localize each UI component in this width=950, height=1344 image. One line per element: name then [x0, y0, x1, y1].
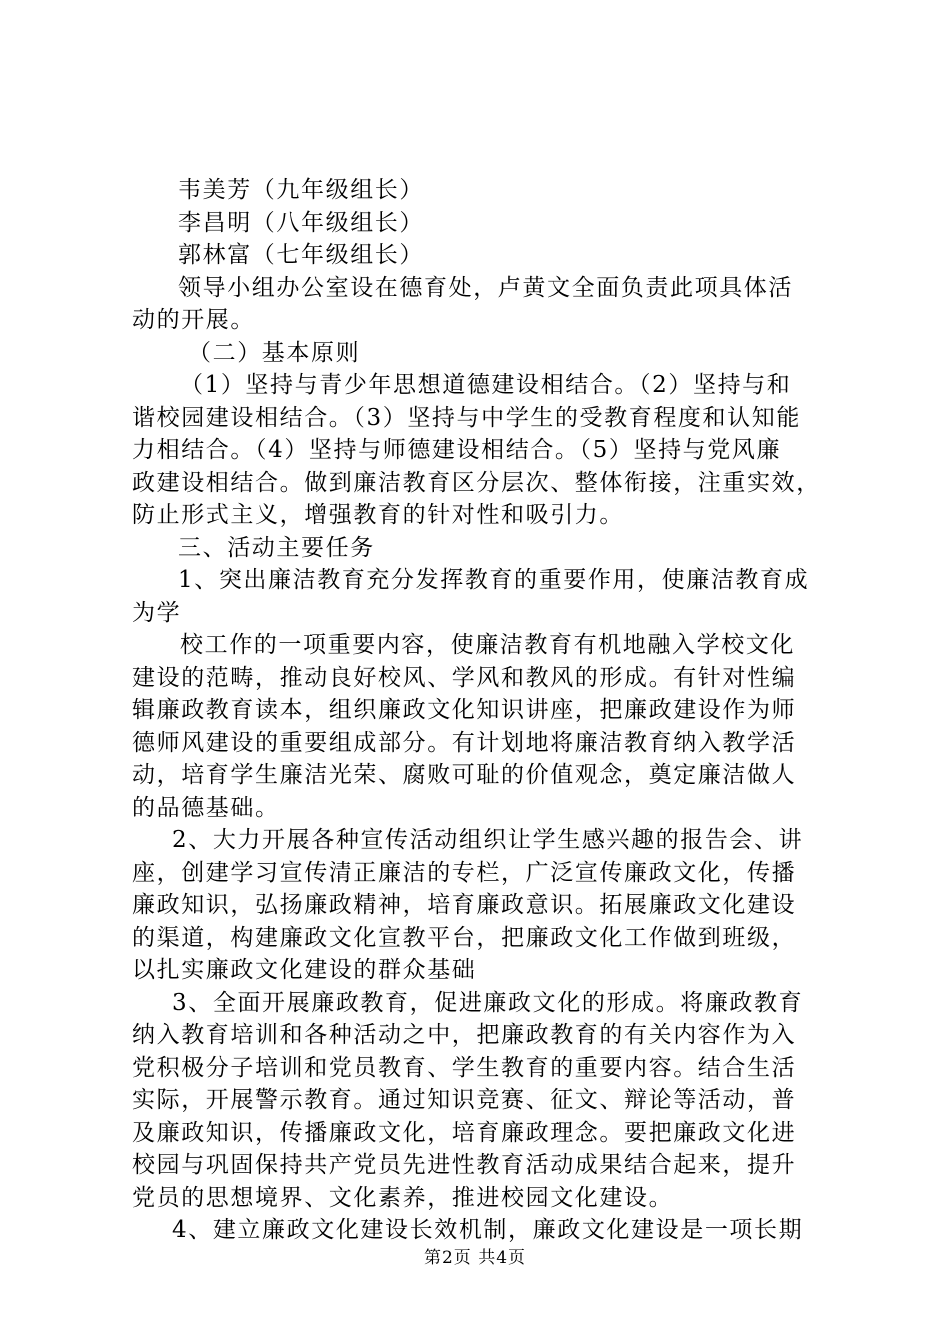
text-line: 座，创建学习宣传清正廉洁的专栏，广泛宣传廉政文化，传播	[132, 859, 797, 886]
text-line: 动的开展。	[132, 307, 255, 333]
text-line: （1）坚持与青少年思想道德建设相结合。（2）坚持与和	[180, 372, 792, 398]
document-body	[132, 174, 832, 1247]
text-line: 力相结合。（4）坚持与师德建设相结合。（5）坚持与党风廉	[132, 437, 782, 463]
text-line: 及廉政知识，传播廉政文化，培育廉政理念。要把廉政文化进	[132, 1119, 797, 1146]
text-line: 实际，开展警示教育。通过知识竞赛、征文、辩论等活动，普	[132, 1087, 797, 1113]
text-line: 德师风建设的重要组成部分。有计划地将廉洁教育纳入教学活	[132, 729, 797, 756]
text-line: 4、建立廉政文化建设长效机制，廉政文化建设是一项长期	[172, 1217, 804, 1243]
page-footer: 第2页 共4页	[423, 1248, 527, 1268]
text-line: 的渠道，构建廉政文化宣教平台，把廉政文化工作做到班级，	[132, 924, 797, 951]
text-line: 党员的思想境界、文化素养，推进校园文化建设。	[132, 1184, 674, 1211]
text-line: 李昌明（八年级组长）	[178, 209, 424, 236]
text-line: 郭林富（七年级组长）	[178, 242, 424, 268]
text-line: 廉政知识，弘扬廉政精神，培育廉政意识。拓展廉政文化建设	[132, 892, 797, 918]
text-line: 韦美芳（九年级组长）	[178, 177, 424, 203]
text-line: 2、大力开展各种宣传活动组织让学生感兴趣的报告会、讲	[172, 827, 804, 853]
text-line: 纳入教育培训和各种活动之中，把廉政教育的有关内容作为入	[132, 1022, 797, 1048]
text-line: 党积极分子培训和党员教育、学生教育的重要内容。结合生活	[132, 1054, 797, 1081]
text-line: 3、全面开展廉政教育，促进廉政文化的形成。将廉政教育	[172, 989, 804, 1016]
text-line: 1、突出廉洁教育充分发挥教育的重要作用，使廉洁教育成	[178, 567, 810, 593]
text-line: 三、活动主要任务	[178, 534, 375, 561]
text-line: 谐校园建设相结合。（3）坚持与中学生的受教育程度和认知能	[132, 404, 801, 431]
text-line: 以扎实廉政文化建设的群众基础	[132, 957, 477, 983]
text-line: 防止形式主义，增强教育的针对性和吸引力。	[132, 502, 624, 528]
text-line: 建设的范畴，推动良好校风、学风和教风的形成。有针对性编	[132, 664, 797, 691]
text-line: 校工作的一项重要内容，使廉洁教育有机地融入学校文化	[180, 632, 795, 658]
text-line: 领导小组办公室设在德育处，卢黄文全面负责此项具体活	[178, 274, 793, 301]
text-line: 的品德基础。	[132, 794, 280, 821]
text-line: 政建设相结合。做到廉洁教育区分层次、整体衔接，注重实效，	[132, 469, 821, 496]
text-line: （二）基本原则	[188, 339, 361, 366]
text-line: 为学	[132, 599, 182, 626]
text-line: 辑廉政教育读本，组织廉政文化知识讲座，把廉政建设作为师	[132, 697, 797, 723]
text-line: 校园与巩固保持共产党员先进性教育活动成果结合起来，提升	[132, 1152, 797, 1178]
text-line: 动，培育学生廉洁光荣、腐败可耻的价值观念，奠定廉洁做人	[132, 762, 797, 788]
